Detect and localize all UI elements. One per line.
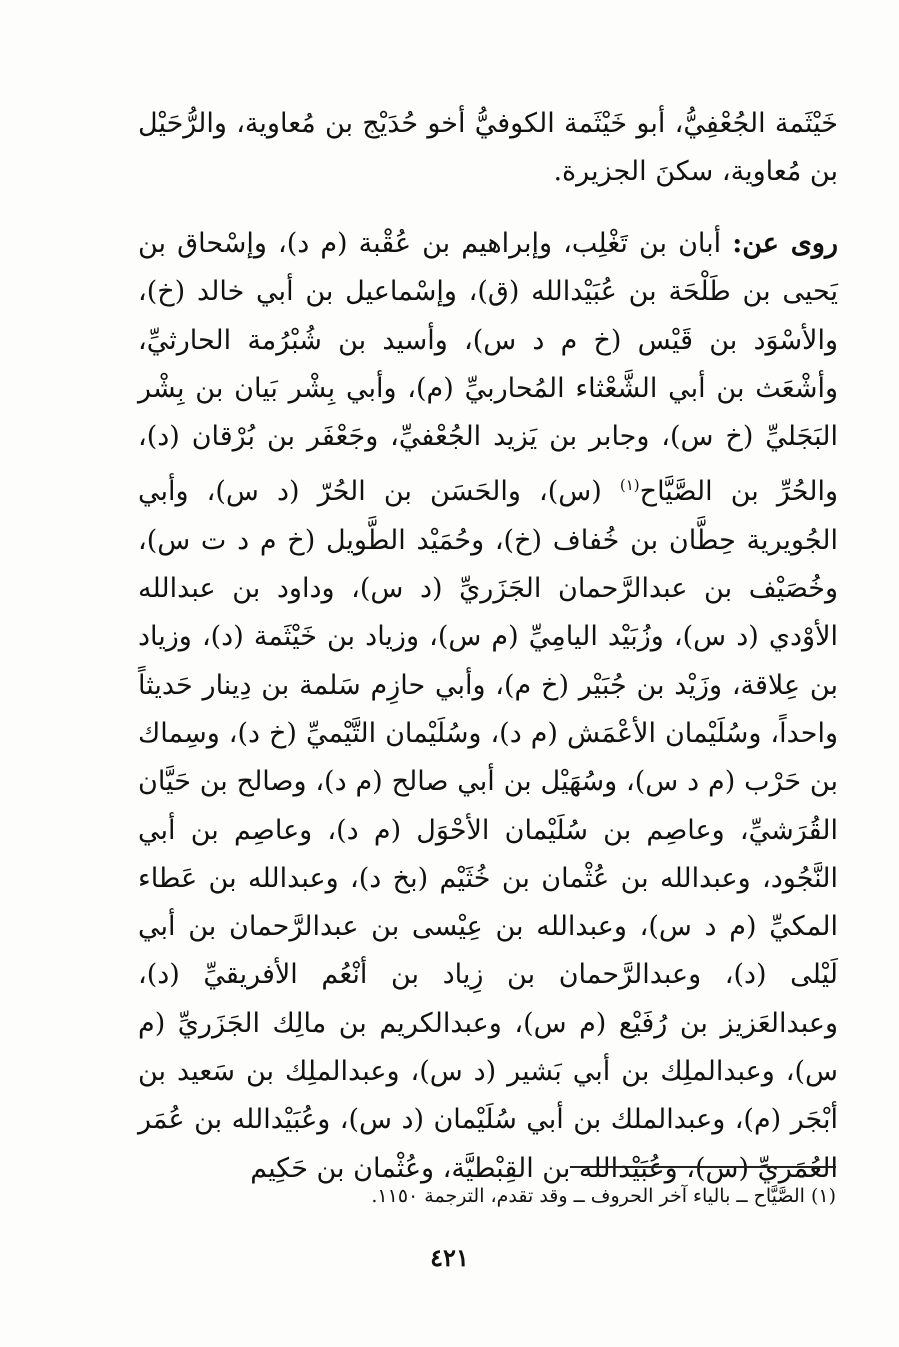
narrators-text-part2: (س)، والحَسَن بن الحُرّ (د س)، وأبي الجُويرية حِطَّان بن خُفاف (خ)، وحُمَيْد الطَّويل (خ م د ت س)، وخُصَيْف بن عبدالرَّحمان الجَزَريِّ (د س)، وداود بن عبدالله الأوْدي (د س)، وزُبَيْد اليامِيِّ (م س)، وزياد بن خَيْثَمة (د)، وزياد بن عِلاقة، وزَيْد بن جُبَيْر (خ م)، وأبي حازِم سَلمة بن دِينار حَديثاً واحداً، وسُلَيْمان الأعْمَش (م د)، وسُلَيْمان التَّيْميِّ (خ د)، وسِماك بن حَرْب (م د س)، وسُهَيْل بن أبي صالح (م د)، وصالح بن حَيَّان القُرَشيِّ، وعاصِم بن سُلَيْمان الأحْوَل (م د)، وعاصِم بن أبي النَّجُود، وعبدالله بن عُثْمان بن خُثَيْم (بخ د)، وعبدالله بن عَطاء المكيِّ (م د س)، وعبدالله بن عِيْسى بن عبدالرَّحمان بن أبي لَيْلى (د)، وعبدالرَّحمان بن زِياد بن أنْعُم الأفريقيِّ (د)، وعبدالعَزيز بن رُفَيْع (م س)، وعبدالكريم بن مالِك الجَزَريِّ (م س)، وعبدالملِك بن أبي بَشير (د س)، وعبدالملِك بن سَعيد بن أبْجَر (م)، وعبدالملك بن أبي سُلَيْمان (د س)، وعُبَيْدالله بن عُمَر العُمَريِّ (س)، وعُبَيْدالله بن القِبْطيَّة، وعُثْمان بن حَكِيم: [138, 476, 838, 1184]
narrators-text-part1: أبان بن تَغْلِب، وإبراهيم بن عُقْبة (م د)، وإسْحاق بن يَحيى بن طَلْحَة بن عُبَيْدالله (ق)، وإسْماعيل بن أبي خالد (خ)، والأسْوَد بن قَيْس (خ م د س)، وأسيد بن شُبْرُمة الحارثيِّ، وأشْعَث بن أبي الشَّعْثاء المُحاربيِّ (م)، وأبي بِشْر بَيان بن بِشْر البَجَليِّ (خ س)، وجابر بن يَزيد الجُعْفيِّ، وجَعْفَر بن بُرْقان (د)، والحُرِّ بن الصَّيَّاح: [138, 228, 838, 508]
narrators-lead: روى عن:: [732, 228, 838, 259]
page-number: ٤٢١: [430, 1243, 469, 1272]
footnote: (١) الصَّيَّاح ــ بالياء آخر الحروف ــ وقد تقدم، الترجمة ١١٥٠.: [371, 1185, 836, 1207]
footnote-divider: [570, 1166, 836, 1168]
intro-paragraph: خَيْثَمة الجُعْفِيُّ، أبو خَيْثَمة الكوفيُّ أخو حُدَيْج بن مُعاوية، والرُّحَيْل بن مُعاوية، سكنَ الجزيرة.: [138, 108, 838, 188]
narrators-paragraph: [138, 220, 838, 1193]
footnote-reference: (١): [619, 476, 640, 495]
